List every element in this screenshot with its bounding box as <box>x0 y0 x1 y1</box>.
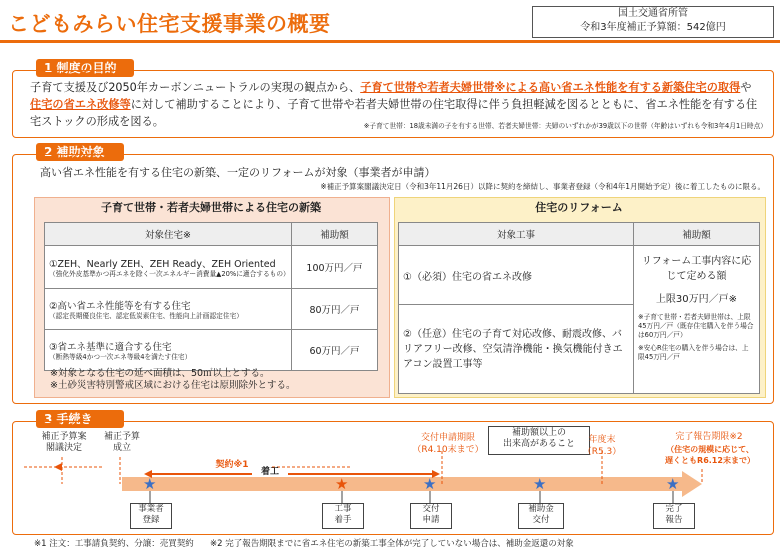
section2-label: 2 補助対象 <box>36 143 124 161</box>
col-subsidy: 補助額 <box>292 223 378 246</box>
star-marker: ★ <box>335 475 349 493</box>
table-header-row <box>45 223 378 246</box>
reform-amount-note2: ※安心R住宅の購入を伴う場合は、上限45万円／戸 <box>638 344 749 361</box>
footnote-2: ※2 完了報告期限までに省エネ住宅の新築工事全体が完了していない場合は、補助金返還の対象 <box>210 539 574 549</box>
section2-note: ※補正予算案閣議決定日（令和3年11月26日）以降に契約を締結し、事業者登録（令和4年1月開始予定）後に着工したものに限る。 <box>320 182 765 191</box>
label-construction-start: 着工 <box>260 467 279 477</box>
row-title: ③省エネ基準に適合する住宅 <box>49 341 172 353</box>
page-title: こどもみらい住宅支援事業の概要 <box>8 12 331 36</box>
row-sub: （強化外皮基準かつ再エネを除く一次エネルギー消費量▲20%に適合するもの） <box>49 269 290 278</box>
arrow-left <box>54 463 62 471</box>
label-contract: 契約※1 <box>215 460 249 470</box>
star-marker: ★ <box>143 475 157 493</box>
purpose-emphasis-a: 子育て世帯や若者夫婦世帯※による高い省エネ性能を有する新築住宅の取得 <box>360 81 741 94</box>
timeline-bar <box>122 477 682 491</box>
star-marker: ★ <box>533 475 547 493</box>
purpose-emphasis-b: 住宅の省エネ改修等 <box>30 98 131 111</box>
col-target-house: 対象住宅※ <box>45 223 292 246</box>
star-marker: ★ <box>666 475 680 493</box>
section2-lead: 高い省エネ性能を有する住宅の新築、一定のリフォームが対象（事業者が申請） <box>40 166 436 179</box>
col-target-work: 対象工事 <box>399 223 634 246</box>
label-budget-enact: 補正予算 成立 <box>103 432 140 453</box>
timeline-arrowhead <box>682 471 702 497</box>
table-row <box>399 246 760 305</box>
section1-note: ※子育て世帯：18歳未満の子を有する世帯、若者夫婦世帯：夫婦のいずれかが39歳以下の世帯（年齢はいずれも令和3年4月1日時点） <box>363 122 767 130</box>
section3-label: 3 手続き <box>36 410 124 428</box>
star-marker: ★ <box>423 475 437 493</box>
purpose-text-c: に対して補助することにより、子育て世帯や若者夫婦世帯の住宅取得に伴う負担軽減を図るとともに、省エネ性能を有する住宅ストックの形成を図る。 <box>30 98 758 128</box>
reform-amount-a: リフォーム工事内容に応じて定める額 <box>641 256 752 282</box>
section1-label: 1 制度の目的 <box>36 59 134 77</box>
reform-header: 住宅のリフォーム <box>535 201 623 214</box>
reform-row-required: ①（必須）住宅の省エネ改修 <box>399 246 634 305</box>
step-grant-application: 交付 申請 <box>410 503 452 529</box>
row-amount: 100万円／戸 <box>292 246 378 289</box>
row-amount: 80万円／戸 <box>292 289 378 330</box>
agency-label: 国土交通省所管 <box>618 8 688 19</box>
purpose-text-a: 子育て支援及び2050年カーボンニュートラルの実現の観点から、 <box>30 81 361 94</box>
label-progress-condition: 補助額以上の 出来高があること <box>488 426 590 455</box>
reform-table <box>398 222 760 394</box>
new-house-table <box>44 222 378 371</box>
step-grant-payment: 補助金 交付 <box>518 503 564 529</box>
purpose-text-b: や <box>740 81 752 94</box>
table-row <box>45 246 378 289</box>
budget-box <box>532 6 774 38</box>
row-title: ②高い省エネ性能等を有する住宅 <box>49 300 191 312</box>
label-report-deadline: 完了報告期限※2 <box>675 432 743 442</box>
label-cabinet-decision: 補正予算案 閣議決定 <box>41 432 87 453</box>
label-report-deadline-sub: （住宅の規模に応じて、 遅くともR6.12末まで） <box>665 445 755 465</box>
label-fiscal-year-end: 年度末 <box>588 435 616 445</box>
label-fiscal-year-end-sub: （R5.3） <box>582 447 622 457</box>
note-landslide: ※土砂災害特別警戒区域における住宅は原則除外とする。 <box>50 380 296 391</box>
col-subsidy: 補助額 <box>634 223 760 246</box>
table-row <box>45 289 378 330</box>
row-title: ①ZEH、Nearly ZEH、ZEH Ready、ZEH Oriented <box>49 258 276 270</box>
footnote-1: ※1 注文：工事請負契約、分譲：売買契約 <box>34 539 194 549</box>
reform-amount-b: 上限30万円／戸※ <box>655 294 738 305</box>
reform-amount-cell <box>634 246 760 394</box>
note-floor-area: ※対象となる住宅の延べ面積は、50㎡以上とする。 <box>50 368 270 379</box>
budget-label: 令和3年度補正予算額：542億円 <box>580 22 726 33</box>
new-house-notes <box>50 368 295 392</box>
step-completion-report: 完了 報告 <box>653 503 695 529</box>
new-house-header: 子育て世帯・若者夫婦世帯による住宅の新築 <box>101 201 321 214</box>
label-application-deadline: 交付申請期限 <box>420 433 475 443</box>
row-amount: 60万円／戸 <box>292 330 378 371</box>
row-sub: （認定長期優良住宅、認定低炭素住宅、性能向上計画認定住宅） <box>49 311 243 320</box>
label-application-deadline-sub: （R4.10末まで） <box>412 445 484 455</box>
step-business-registration: 事業者 登録 <box>130 503 172 529</box>
table-row <box>45 330 378 371</box>
step-construction-start: 工事 着手 <box>322 503 364 529</box>
reform-amount-note1: ※子育て世帯・若者夫婦世帯は、上限45万円／戸（既存住宅購入を伴う場合は60万円／戸） <box>638 313 754 339</box>
title-underline <box>0 40 780 43</box>
table-header-row <box>399 223 760 246</box>
reform-row-optional: ②（任意）住宅の子育て対応改修、耐震改修、バリアフリー改修、空気清浄機能・換気機能付きエアコン設置工事等 <box>399 305 634 394</box>
row-sub: （断熱等級4かつ一次エネ等級4を満たす住宅） <box>49 352 192 361</box>
